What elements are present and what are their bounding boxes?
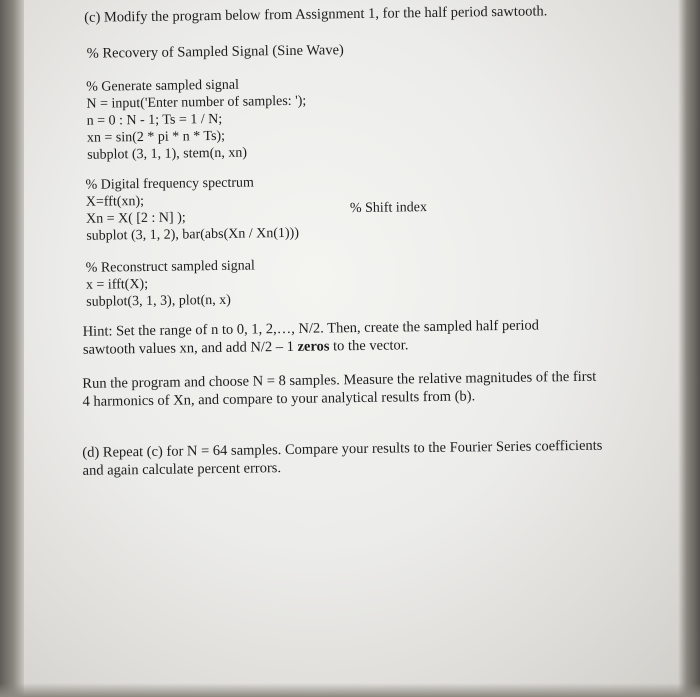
run-line-1: Run the program and choose N = 8 samples. Measure the relative magnitudes of the first xyxy=(82,368,597,392)
code-line-n: n = 0 : N - 1; Ts = 1 / N; xyxy=(86,111,223,129)
hint-line-1: Hint: Set the range of n to 0, 1, 2,…, N/2. Then, create the sampled half period xyxy=(82,317,540,340)
part-c-title: (c) Modify the program below from Assignment 1, for the half period sawtooth. xyxy=(84,3,548,26)
desk-edge-right xyxy=(678,0,700,697)
part-d-line-1: (d) Repeat (c) for N = 64 samples. Compare your results to the Fourier Series coefficients xyxy=(82,437,603,461)
code-comment-generate: % Generate sampled signal xyxy=(86,77,240,95)
code-line-ifft: x = ifft(X); xyxy=(85,276,149,293)
code-comment-reconstruct: % Reconstruct sampled signal xyxy=(85,258,255,276)
code-comment-recovery: % Recovery of Sampled Signal (Sine Wave) xyxy=(86,42,344,62)
code-line-Xn: Xn = X( [2 : N] ); xyxy=(85,210,186,227)
hint-line-2-prefix: sawtooth values xn, and add N/2 – 1 xyxy=(82,338,298,358)
code-line-xn: xn = sin(2 * pi * n * Ts); xyxy=(86,128,226,146)
hint-zeros-bold: zeros xyxy=(297,338,330,355)
desk-edge-left xyxy=(0,0,24,697)
document-page xyxy=(70,0,680,697)
code-comment-spectrum: % Digital frequency spectrum xyxy=(85,175,255,193)
code-line-input: N = input('Enter number of samples: '); xyxy=(86,93,307,112)
part-d-line-2: and again calculate percent errors. xyxy=(82,460,282,479)
code-line-subplot3: subplot(3, 1, 3), plot(n, x) xyxy=(86,292,231,310)
code-comment-shift: % Shift index xyxy=(349,200,428,217)
code-line-subplot2: subplot (3, 1, 2), bar(abs(Xn / Xn(1))) xyxy=(86,225,300,244)
hint-line-2 xyxy=(83,336,409,359)
hint-line-2-suffix: to the vector. xyxy=(329,337,409,355)
run-line-2: 4 harmonics of Xn, and compare to your analytical results from (b). xyxy=(82,388,476,410)
code-line-subplot1: subplot (3, 1, 1), stem(n, xn) xyxy=(87,145,248,163)
code-line-fft: X=fft(xn); xyxy=(85,193,145,210)
